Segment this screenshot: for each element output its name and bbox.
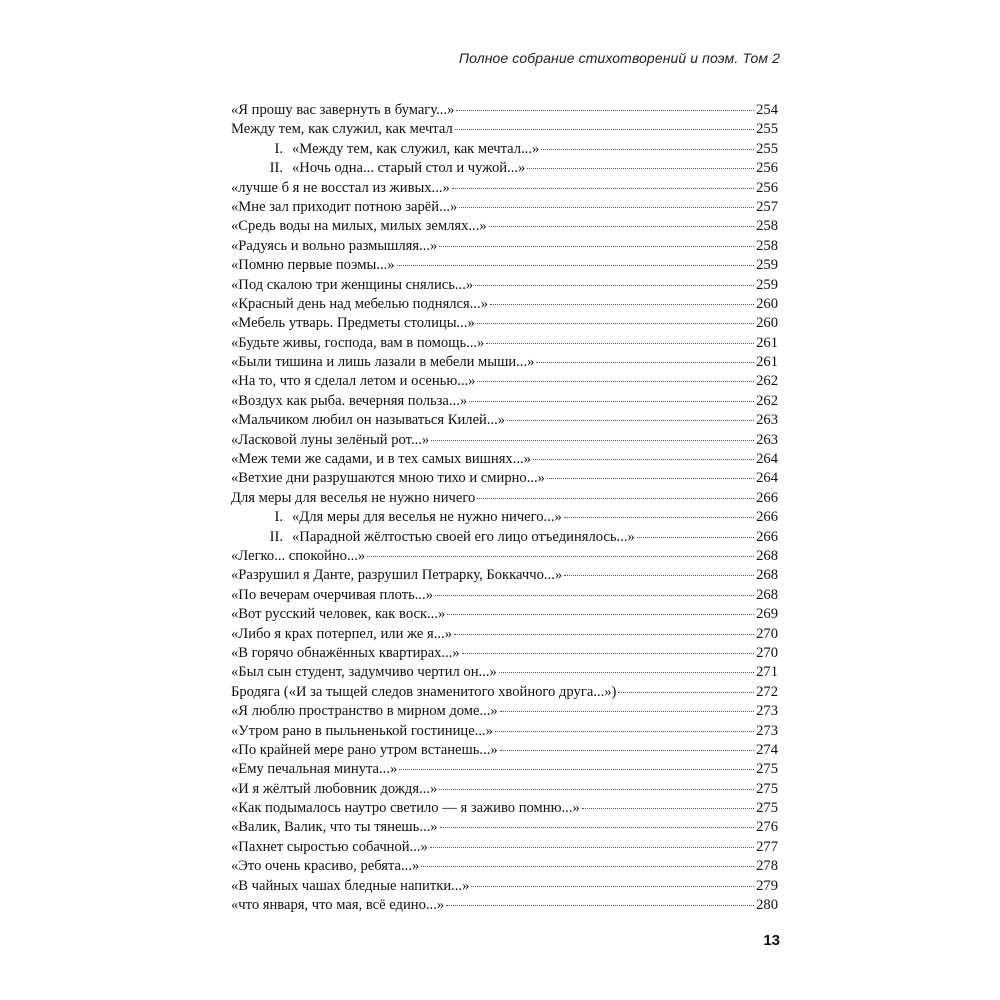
toc-entry-title: «Я люблю пространство в мирном доме...» — [231, 703, 498, 720]
toc-entry-page: 275 — [756, 761, 778, 778]
dot-leader — [477, 313, 754, 324]
toc-entry-roman-numeral: II. — [269, 160, 283, 177]
toc-entry-title: «Я прошу вас завернуть в бумагу...» — [231, 102, 455, 118]
toc-entry-roman-numeral: I. — [274, 509, 283, 526]
dot-leader — [447, 604, 754, 615]
toc-entry — [231, 566, 778, 585]
toc-entry — [231, 256, 778, 275]
toc-entry-title: «Были тишина и лишь лазали в мебели мыши...» — [231, 354, 535, 371]
toc-entry-title: «Мне зал приходит потною зарёй...» — [231, 198, 458, 215]
toc-entry-page: 259 — [756, 257, 778, 274]
toc-entry-page: 262 — [756, 392, 778, 409]
toc-entry — [231, 508, 778, 527]
dot-leader — [456, 100, 754, 111]
page-number: 13 — [763, 932, 780, 949]
dot-leader — [421, 856, 754, 867]
toc-entry-title: «По крайней мере рано утром встанешь...» — [231, 741, 498, 758]
toc-entry-title: «Парадной жёлтостью своей его лицо отъединялось...» — [292, 528, 635, 545]
toc-entry-roman-numeral: II. — [269, 528, 283, 545]
toc-entry-page: 277 — [756, 838, 778, 855]
toc-entry-page: 256 — [756, 179, 778, 196]
toc-entry-page: 279 — [756, 877, 778, 894]
toc-entry-title: «Под скалою три женщины снялись...» — [231, 276, 474, 293]
toc-entry-page: 275 — [756, 780, 778, 797]
toc-entry — [231, 644, 778, 663]
toc-entry — [231, 314, 778, 333]
toc-entry-title: «Ночь одна... старый стол и чужой...» — [292, 160, 526, 177]
toc-entry-page: 268 — [756, 567, 778, 584]
dot-leader — [495, 721, 754, 732]
toc-entry-page: 255 — [756, 121, 778, 138]
toc-entry-title: «Либо я крах потерпел, или же я...» — [231, 625, 453, 642]
toc-entry-title: «лучше б я не восстал из живых...» — [231, 179, 450, 196]
toc-entry-page: 264 — [756, 470, 778, 487]
toc-entry — [231, 276, 778, 295]
toc-entry — [231, 353, 778, 372]
dot-leader — [564, 507, 754, 518]
toc-entry-title: Бродяга («И за тыщей следов знаменитого хвойного друга...») — [231, 683, 617, 700]
toc-entry-page: 261 — [756, 354, 778, 371]
toc-entry-title: «Будьте живы, господа, вам в помощь...» — [231, 334, 485, 351]
dot-leader — [541, 139, 754, 150]
toc-entry-page: 273 — [756, 722, 778, 739]
toc-entry — [231, 528, 778, 547]
toc-entry — [231, 431, 778, 450]
dot-leader — [527, 158, 754, 169]
toc-entry-title: «Валик, Валик, что ты тянешь...» — [231, 819, 438, 836]
toc-entry — [231, 450, 778, 469]
toc-entry-page: 264 — [756, 451, 778, 468]
toc-entry — [231, 799, 778, 818]
toc-entry-page: 260 — [756, 315, 778, 332]
dot-leader — [439, 236, 754, 247]
toc-entry-title: «Красный день над мебелью поднялся...» — [231, 295, 488, 312]
dot-leader — [462, 643, 754, 654]
toc-entry-page: 268 — [756, 586, 778, 603]
toc-entry-title: «Вот русский человек, как воск...» — [231, 606, 446, 623]
toc-entry-page: 272 — [756, 683, 778, 700]
toc-entry — [231, 625, 778, 644]
toc-entry-page: 256 — [756, 160, 778, 177]
dot-leader — [397, 255, 755, 266]
toc-entry-page: 275 — [756, 800, 778, 817]
toc-entry-title: «По вечерам очерчивая плоть...» — [231, 586, 434, 603]
toc-entry — [231, 896, 778, 915]
dot-leader — [439, 779, 754, 790]
toc-entry — [231, 780, 778, 799]
dot-leader — [455, 119, 754, 130]
table-of-contents — [231, 101, 778, 915]
toc-entry-title: «Ветхие дни разрушаются мною тихо и смирно...» — [231, 470, 545, 487]
toc-entry-page: 258 — [756, 218, 778, 235]
dot-leader — [454, 624, 754, 635]
toc-entry — [231, 237, 778, 256]
toc-entry-page: 255 — [756, 140, 778, 157]
toc-entry-page: 268 — [756, 547, 778, 564]
toc-entry-page: 263 — [756, 431, 778, 448]
toc-entry-title: «Меж теми же садами, и в тех самых вишнях...» — [231, 451, 531, 468]
toc-entry-title: «Мебель утварь. Предметы столицы...» — [231, 315, 475, 332]
dot-leader — [477, 488, 754, 499]
toc-entry — [231, 877, 778, 896]
toc-entry-page: 273 — [756, 703, 778, 720]
toc-entry-page: 261 — [756, 334, 778, 351]
dot-leader — [477, 371, 754, 382]
dot-leader — [430, 837, 754, 848]
toc-entry-roman-numeral: I. — [274, 140, 283, 157]
toc-entry-page: 270 — [756, 644, 778, 661]
toc-entry-title: «Был сын студент, задумчиво чертил он...» — [231, 664, 497, 681]
toc-entry — [231, 140, 778, 159]
toc-entry-title: «И я жёлтый любовник дождя...» — [231, 780, 438, 797]
dot-leader — [489, 216, 754, 227]
dot-leader — [533, 449, 754, 460]
toc-entry — [231, 857, 778, 876]
toc-entry-page: 260 — [756, 295, 778, 312]
dot-leader — [399, 759, 754, 770]
toc-entry — [231, 547, 778, 566]
toc-entry-title: Между тем, как служил, как мечтал — [231, 121, 453, 138]
dot-leader — [500, 701, 754, 712]
toc-entry — [231, 159, 778, 178]
dot-leader — [582, 798, 754, 809]
toc-entry-title: «Ему печальная минута...» — [231, 761, 398, 778]
dot-leader — [564, 565, 754, 576]
toc-entry-page: 266 — [756, 489, 778, 506]
toc-entry — [231, 586, 778, 605]
dot-leader — [618, 682, 754, 693]
dot-leader — [367, 546, 754, 557]
toc-entry — [231, 101, 778, 120]
dot-leader — [637, 527, 754, 538]
toc-entry-title: «Как подымалось наутро светило — я заживо помню...» — [231, 800, 580, 817]
dot-leader — [459, 197, 754, 208]
toc-entry — [231, 663, 778, 682]
toc-entry-title: «Утром рано в пыльненькой гостинице...» — [231, 722, 493, 739]
toc-entry-page: 263 — [756, 412, 778, 429]
toc-entry-title: «Легко... спокойно...» — [231, 547, 366, 564]
toc-entry-title: «В горячо обнажённых квартирах...» — [231, 644, 460, 661]
toc-entry-page: 259 — [756, 276, 778, 293]
toc-entry-page: 266 — [756, 509, 778, 526]
toc-entry-title: «Мальчиком любил он называться Килей...» — [231, 412, 506, 429]
dot-leader — [440, 817, 755, 828]
toc-entry-page: 254 — [756, 102, 778, 118]
toc-entry-page: 278 — [756, 858, 778, 875]
toc-entry-title: «На то, что я сделал летом и осенью...» — [231, 373, 476, 390]
dot-leader — [435, 585, 754, 596]
toc-entry — [231, 683, 778, 702]
toc-entry — [231, 411, 778, 430]
toc-entry-page: 269 — [756, 606, 778, 623]
dot-leader — [469, 391, 754, 402]
toc-entry-title: «В чайных чашах бледные напитки...» — [231, 877, 470, 894]
toc-entry-page: 257 — [756, 198, 778, 215]
toc-entry-page: 276 — [756, 819, 778, 836]
toc-entry — [231, 334, 778, 353]
toc-entry — [231, 838, 778, 857]
toc-entry-title: «Разрушил я Данте, разрушил Петрарку, Боккаччо...» — [231, 567, 563, 584]
toc-entry — [231, 217, 778, 236]
dot-leader — [507, 410, 754, 421]
toc-entry-page: 271 — [756, 664, 778, 681]
dot-leader — [431, 430, 754, 441]
toc-entry-title: «Помню первые поэмы...» — [231, 257, 395, 274]
toc-entry — [231, 469, 778, 488]
toc-entry — [231, 120, 778, 139]
toc-entry-title: «Пахнет сыростью собачной...» — [231, 838, 428, 855]
toc-entry-title: «Средь воды на милых, милых землях...» — [231, 218, 487, 235]
toc-entry — [231, 741, 778, 760]
toc-entry — [231, 295, 778, 314]
toc-entry — [231, 760, 778, 779]
toc-entry-page: 280 — [756, 897, 778, 914]
toc-entry-page: 266 — [756, 528, 778, 545]
toc-entry — [231, 489, 778, 508]
toc-entry — [231, 198, 778, 217]
toc-entry-title: «Ласковой луны зелёный рот...» — [231, 431, 430, 448]
running-header: Полное собрание стихотворений и поэм. Том 2 — [458, 50, 780, 66]
dot-leader — [547, 468, 754, 479]
toc-entry-title: «Воздух как рыба. вечерняя польза...» — [231, 392, 468, 409]
toc-entry-title: «Между тем, как служил, как мечтал...» — [292, 140, 540, 157]
dot-leader — [486, 333, 754, 344]
toc-entry — [231, 818, 778, 837]
dot-leader — [446, 895, 754, 906]
toc-entry — [231, 702, 778, 721]
dot-leader — [499, 662, 754, 673]
toc-entry — [231, 372, 778, 391]
dot-leader — [471, 876, 754, 887]
toc-entry-page: 262 — [756, 373, 778, 390]
toc-entry-page: 274 — [756, 741, 778, 758]
toc-entry-title: «Для меры для веселья не нужно ничего...» — [292, 509, 562, 526]
dot-leader — [500, 740, 754, 751]
toc-entry-title: «Это очень красиво, ребята...» — [231, 858, 420, 875]
toc-entry-page: 270 — [756, 625, 778, 642]
toc-entry-title: Для меры для веселья не нужно ничего — [231, 489, 476, 506]
dot-leader — [475, 275, 754, 286]
toc-entry-page: 258 — [756, 237, 778, 254]
dot-leader — [536, 352, 754, 363]
toc-entry — [231, 722, 778, 741]
toc-entry — [231, 392, 778, 411]
toc-entry-title: «Радуясь и вольно размышляя...» — [231, 237, 438, 254]
dot-leader — [452, 178, 754, 189]
toc-entry — [231, 605, 778, 624]
dot-leader — [490, 294, 754, 305]
toc-entry-title: «что января, что мая, всё едино...» — [231, 897, 445, 914]
toc-entry — [231, 179, 778, 198]
